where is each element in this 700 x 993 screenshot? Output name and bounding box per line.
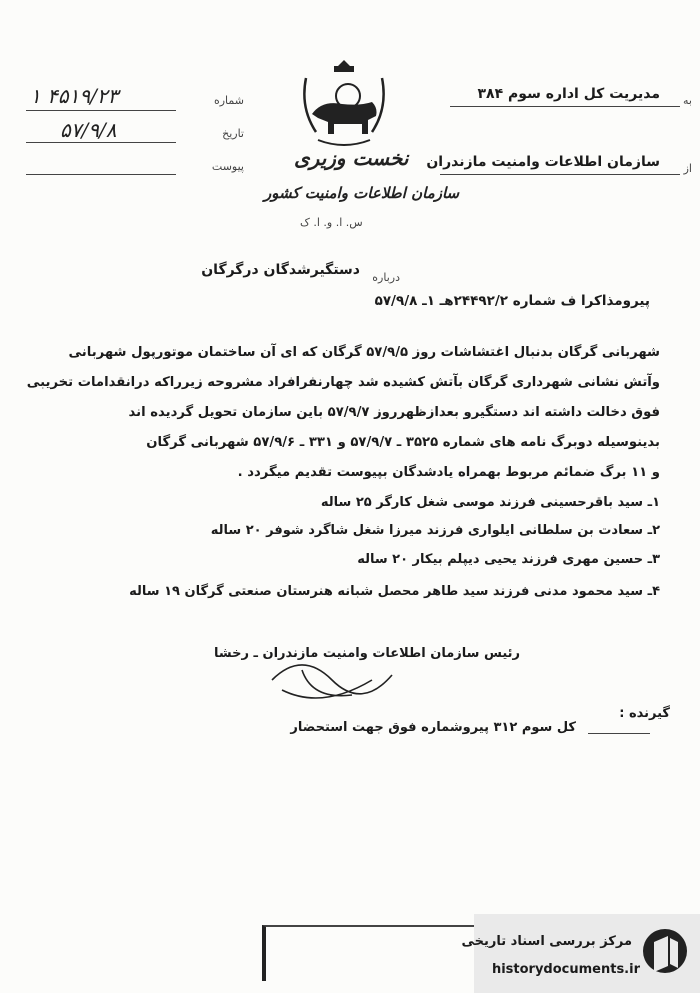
footer-watermark (461, 914, 700, 993)
to-underline (450, 106, 680, 107)
attachment-underline (26, 174, 176, 175)
date-value: ۵۷/۹/۸ (60, 118, 117, 142)
org-abbr: س. ا. و. ا. ک (300, 216, 363, 229)
body-line-3: فوق دخالت داشته اند دستگیرو بعدازظهرروز ۵۷/۹/۷ باین سازمان تحویل گردیده اند (128, 405, 660, 420)
archive-logo-icon (640, 926, 690, 976)
body-line-5: و ۱۱ برگ ضمائم مربوط بهمراه یادشدگان بپیوست تقدیم میگردد . (237, 465, 660, 480)
person-2: ۲ـ سعادت بن سلطانی ایلواری فرزند میرزا شغل شاگرد شوفر ۲۰ ساله (210, 523, 660, 538)
person-4: ۴ـ سید محمود مدنی فرزند سید طاهر محصل شبانه هنرستان صنعتی گرگان ۱۹ ساله (129, 584, 660, 599)
signature-title: رئیس سازمان اطلاعات وامنیت مازندران ـ رخشا (214, 646, 520, 661)
to-label: به (683, 94, 692, 107)
from-underline (440, 174, 680, 175)
body-line-2: وآتش نشانی شهرداری گرگان بآتش کشیده شد چهارنفرافراد مشروحه زیرراکه درانقدامات تخریبی (26, 375, 660, 390)
handwritten-signature-icon (262, 650, 402, 710)
watermark-url: historydocuments.ir (491, 962, 640, 977)
bottom-stamp (262, 925, 476, 981)
subject-label: درباره (372, 271, 400, 284)
org-line1: نخست وزیری (294, 146, 409, 170)
number-value: ۴۵۱۹/۲۳ ۱ (30, 84, 119, 108)
number-underline (26, 110, 176, 111)
number-label: شماره (213, 94, 244, 107)
attachment-label: پیوست (211, 160, 244, 173)
reference-line: پیرومذاکرا ف شماره ۲۴۴۹۲/۲هـ ۱ـ ۵۷/۹/۸ (374, 293, 650, 309)
recipients-underline (588, 733, 650, 734)
to-value: مدیریت کل اداره سوم ۳۸۴ (477, 86, 660, 102)
recipients-label: گیرنده : (619, 706, 670, 721)
recipients-line: کل سوم ۳۱۲ پیروشماره فوق جهت استحضار (290, 720, 576, 735)
org-line2: سازمان اطلاعات وامنیت کشور (264, 184, 460, 202)
subject-value: دستگیرشدگان درگرگان (201, 262, 360, 278)
lion-and-sun-emblem-icon (296, 58, 392, 148)
date-underline (26, 142, 176, 143)
person-3: ۳ـ حسین مهری فرزند یحیی دیپلم بیکار ۲۰ ساله (357, 552, 660, 567)
watermark-name: مرکز بررسی اسناد تاریخی (461, 934, 632, 949)
from-label: از (683, 162, 692, 175)
person-1: ۱ـ سید باقرحسینی فرزند موسی شغل کارگر ۲۵ ساله (320, 495, 660, 510)
body-line-4: بدینوسیله دوبرگ نامه های شماره ۳۵۲۵ ـ ۵۷/۹/۷ و ۳۳۱ ـ ۵۷/۹/۶ شهربانی گرگان (146, 435, 660, 450)
date-label: تاریخ (222, 127, 244, 140)
from-value: سازمان اطلاعات وامنیت مازندران (426, 154, 660, 170)
body-line-1: شهربانی گرگان بدنبال اغتشاشات روز ۵۷/۹/۵ گرگان که ای آن ساختمان موتورپول شهربانی (68, 345, 660, 360)
